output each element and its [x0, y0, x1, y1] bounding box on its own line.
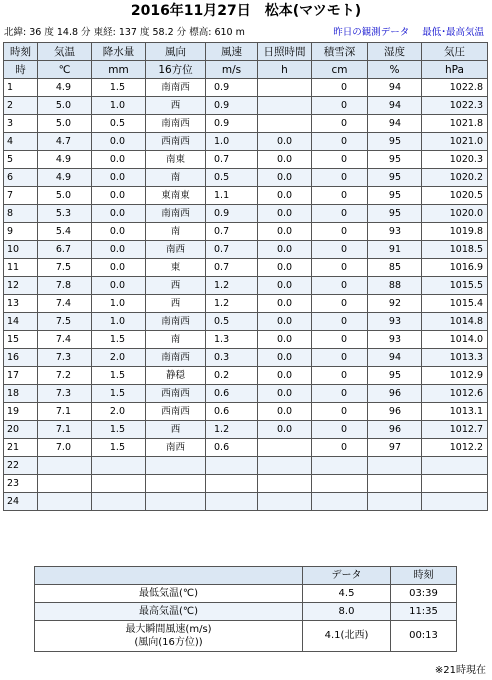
temperature-cell: [38, 493, 92, 511]
humidity-cell: 97: [368, 439, 422, 457]
snow-depth-cell: [312, 493, 368, 511]
header-links: [323, 26, 484, 40]
temperature-cell: 5.0: [38, 97, 92, 115]
table-row: [4, 367, 488, 385]
table-row: [4, 205, 488, 223]
wind-direction-cell: 南東: [146, 151, 206, 169]
snow-depth-cell: 0: [312, 313, 368, 331]
header-row: [4, 43, 488, 61]
unit-cell: 時: [4, 61, 38, 79]
pressure-cell: 1020.2: [422, 169, 488, 187]
humidity-cell: 85: [368, 259, 422, 277]
summary-label: 最低気温(℃): [35, 585, 303, 603]
snow-depth-cell: 0: [312, 205, 368, 223]
humidity-cell: 94: [368, 349, 422, 367]
snow-depth-cell: 0: [312, 439, 368, 457]
header-cell: 日照時間: [258, 43, 312, 61]
precipitation-cell: 0.0: [92, 259, 146, 277]
precipitation-cell: 1.5: [92, 421, 146, 439]
temperature-cell: 5.0: [38, 187, 92, 205]
table-row: [4, 385, 488, 403]
hour-cell: 4: [4, 133, 38, 151]
snow-depth-cell: 0: [312, 115, 368, 133]
snow-depth-cell: 0: [312, 169, 368, 187]
wind-direction-cell: 南南西: [146, 313, 206, 331]
temperature-cell: 7.5: [38, 259, 92, 277]
table-row: [4, 133, 488, 151]
summary-header-cell: 時刻: [391, 567, 457, 585]
pressure-cell: 1015.4: [422, 295, 488, 313]
sunshine-cell: 0.0: [258, 205, 312, 223]
precipitation-cell: 1.0: [92, 295, 146, 313]
humidity-cell: 94: [368, 79, 422, 97]
sunshine-cell: 0.0: [258, 241, 312, 259]
snow-depth-cell: 0: [312, 223, 368, 241]
temperature-cell: 7.1: [38, 403, 92, 421]
humidity-cell: 96: [368, 385, 422, 403]
hour-cell: 12: [4, 277, 38, 295]
footnote: ※21時現在: [434, 665, 486, 676]
humidity-cell: 93: [368, 331, 422, 349]
temperature-cell: 5.0: [38, 115, 92, 133]
humidity-cell: 96: [368, 421, 422, 439]
pressure-cell: 1015.5: [422, 277, 488, 295]
wind-speed-cell: 1.1: [206, 187, 258, 205]
temperature-cell: 5.4: [38, 223, 92, 241]
hour-cell: 22: [4, 457, 38, 475]
table-row: [4, 439, 488, 457]
temperature-cell: 4.9: [38, 169, 92, 187]
snow-depth-cell: 0: [312, 421, 368, 439]
precipitation-cell: 0.0: [92, 187, 146, 205]
unit-cell: 16方位: [146, 61, 206, 79]
summary-value: 4.1(北西): [303, 621, 391, 652]
unit-cell: mm: [92, 61, 146, 79]
table-row: [4, 151, 488, 169]
hour-cell: 13: [4, 295, 38, 313]
precipitation-cell: [92, 457, 146, 475]
sunshine-cell: 0.0: [258, 259, 312, 277]
temperature-cell: 4.9: [38, 79, 92, 97]
hour-cell: 11: [4, 259, 38, 277]
wind-speed-cell: 0.6: [206, 385, 258, 403]
wind-direction-cell: 東南東: [146, 187, 206, 205]
precipitation-cell: 0.0: [92, 169, 146, 187]
table-row: [4, 403, 488, 421]
pressure-cell: [422, 493, 488, 511]
temperature-cell: 7.1: [38, 421, 92, 439]
wind-direction-cell: 南南西: [146, 79, 206, 97]
temperature-cell: 7.4: [38, 295, 92, 313]
summary-header-cell: データ: [303, 567, 391, 585]
wind-speed-cell: 0.5: [206, 169, 258, 187]
wind-direction-cell: 南南西: [146, 205, 206, 223]
sunshine-cell: 0.0: [258, 187, 312, 205]
temperature-cell: 4.9: [38, 151, 92, 169]
pressure-cell: 1022.3: [422, 97, 488, 115]
sunshine-cell: 0.0: [258, 133, 312, 151]
wind-speed-cell: 1.0: [206, 133, 258, 151]
summary-header-row: [35, 567, 457, 585]
wind-speed-cell: [206, 493, 258, 511]
wind-speed-cell: 0.7: [206, 241, 258, 259]
wind-speed-cell: 0.7: [206, 259, 258, 277]
wind-direction-cell: 南西: [146, 241, 206, 259]
pressure-cell: 1021.8: [422, 115, 488, 133]
altitude-label: 標高:: [189, 27, 212, 38]
pressure-cell: 1020.3: [422, 151, 488, 169]
table-row: [4, 79, 488, 97]
table-row: [4, 259, 488, 277]
wind-speed-cell: 0.6: [206, 403, 258, 421]
snow-depth-cell: 0: [312, 133, 368, 151]
hour-cell: 16: [4, 349, 38, 367]
wind-speed-cell: 0.9: [206, 79, 258, 97]
wind-speed-cell: [206, 457, 258, 475]
wind-direction-cell: 西南西: [146, 403, 206, 421]
wind-direction-cell: 南南西: [146, 349, 206, 367]
latitude-label: 北緯:: [4, 27, 27, 38]
temperature-cell: 4.7: [38, 133, 92, 151]
table-row: [4, 493, 488, 511]
summary-row-max-temp: [35, 603, 457, 621]
table-row: [4, 187, 488, 205]
precipitation-cell: 1.0: [92, 313, 146, 331]
snow-depth-cell: 0: [312, 367, 368, 385]
sunshine-cell: 0.0: [258, 349, 312, 367]
altitude-value: 610 m: [214, 27, 245, 38]
sunshine-cell: 0.0: [258, 151, 312, 169]
unit-cell: cm: [312, 61, 368, 79]
humidity-cell: 88: [368, 277, 422, 295]
table-row: [4, 97, 488, 115]
wind-speed-cell: 0.6: [206, 439, 258, 457]
pressure-cell: [422, 475, 488, 493]
prev-day-data-link[interactable]: 昨日の観測データ: [333, 27, 410, 38]
humidity-cell: [368, 493, 422, 511]
wind-direction-cell: 静穏: [146, 367, 206, 385]
humidity-cell: 92: [368, 295, 422, 313]
snow-depth-cell: 0: [312, 97, 368, 115]
unit-row: [4, 61, 488, 79]
unit-cell: h: [258, 61, 312, 79]
header-cell: 積雪深: [312, 43, 368, 61]
wind-speed-cell: 1.2: [206, 295, 258, 313]
header-cell: 風速: [206, 43, 258, 61]
wind-speed-cell: 0.2: [206, 367, 258, 385]
longitude-value: 137 度 58.2 分: [118, 27, 187, 38]
snow-depth-cell: [312, 475, 368, 493]
hour-cell: 1: [4, 79, 38, 97]
summary-row-min-temp: [35, 585, 457, 603]
hour-cell: 3: [4, 115, 38, 133]
humidity-cell: 94: [368, 97, 422, 115]
wind-direction-cell: [146, 457, 206, 475]
hourly-observation-table: [3, 42, 488, 511]
hour-cell: 7: [4, 187, 38, 205]
pressure-cell: 1019.8: [422, 223, 488, 241]
temperature-cell: 5.3: [38, 205, 92, 223]
humidity-cell: 94: [368, 115, 422, 133]
precipitation-cell: 0.0: [92, 205, 146, 223]
observation-rows: [4, 79, 488, 511]
snow-depth-cell: 0: [312, 241, 368, 259]
sunshine-cell: 0.0: [258, 421, 312, 439]
wind-direction-cell: 西: [146, 277, 206, 295]
station-info: [4, 26, 488, 40]
summary-label: [35, 621, 303, 652]
precipitation-cell: 1.5: [92, 331, 146, 349]
table-row: [4, 313, 488, 331]
min-max-temperature-link[interactable]: 最低･最高気温: [422, 27, 484, 38]
sunshine-cell: 0.0: [258, 331, 312, 349]
hour-cell: 19: [4, 403, 38, 421]
wind-speed-cell: 1.2: [206, 421, 258, 439]
pressure-cell: 1018.5: [422, 241, 488, 259]
temperature-cell: 7.5: [38, 313, 92, 331]
precipitation-cell: [92, 475, 146, 493]
sunshine-cell: [258, 493, 312, 511]
unit-cell: m/s: [206, 61, 258, 79]
hour-cell: 24: [4, 493, 38, 511]
wind-speed-cell: 0.5: [206, 313, 258, 331]
pressure-cell: 1013.3: [422, 349, 488, 367]
hour-cell: 10: [4, 241, 38, 259]
header-cell: 降水量: [92, 43, 146, 61]
humidity-cell: 95: [368, 205, 422, 223]
pressure-cell: 1014.0: [422, 331, 488, 349]
snow-depth-cell: 0: [312, 187, 368, 205]
summary-time: 03:39: [391, 585, 457, 603]
sunshine-cell: [258, 97, 312, 115]
sunshine-cell: [258, 439, 312, 457]
sunshine-cell: 0.0: [258, 367, 312, 385]
snow-depth-cell: 0: [312, 259, 368, 277]
hour-cell: 15: [4, 331, 38, 349]
pressure-cell: 1021.0: [422, 133, 488, 151]
sunshine-cell: 0.0: [258, 169, 312, 187]
precipitation-cell: 1.5: [92, 367, 146, 385]
table-row: [4, 115, 488, 133]
wind-speed-cell: 0.7: [206, 151, 258, 169]
wind-speed-cell: 0.7: [206, 223, 258, 241]
wind-direction-cell: 東: [146, 259, 206, 277]
temperature-cell: 7.4: [38, 331, 92, 349]
table-row: [4, 331, 488, 349]
wind-direction-cell: 西: [146, 421, 206, 439]
humidity-cell: [368, 475, 422, 493]
hour-cell: 5: [4, 151, 38, 169]
wind-direction-cell: 西南西: [146, 133, 206, 151]
snow-depth-cell: 0: [312, 331, 368, 349]
summary-header-cell: [35, 567, 303, 585]
humidity-cell: 93: [368, 223, 422, 241]
precipitation-cell: 1.5: [92, 385, 146, 403]
header-cell: 気温: [38, 43, 92, 61]
wind-direction-cell: 西南西: [146, 385, 206, 403]
wind-direction-cell: 西: [146, 97, 206, 115]
pressure-cell: 1012.6: [422, 385, 488, 403]
precipitation-cell: 2.0: [92, 403, 146, 421]
pressure-cell: 1012.2: [422, 439, 488, 457]
snow-depth-cell: 0: [312, 151, 368, 169]
humidity-cell: 95: [368, 133, 422, 151]
latitude-value: 36 度 14.8 分: [29, 27, 91, 38]
pressure-cell: 1020.5: [422, 187, 488, 205]
temperature-cell: 7.8: [38, 277, 92, 295]
sunshine-cell: 0.0: [258, 313, 312, 331]
humidity-cell: [368, 457, 422, 475]
table-row: [4, 277, 488, 295]
wind-speed-cell: [206, 475, 258, 493]
summary-row-max-gust: [35, 621, 457, 652]
precipitation-cell: 0.0: [92, 277, 146, 295]
wind-speed-cell: 0.9: [206, 205, 258, 223]
precipitation-cell: 0.0: [92, 133, 146, 151]
hour-cell: 17: [4, 367, 38, 385]
table-row: [4, 421, 488, 439]
wind-direction-cell: 南南西: [146, 115, 206, 133]
humidity-cell: 91: [368, 241, 422, 259]
table-row: [4, 295, 488, 313]
snow-depth-cell: 0: [312, 385, 368, 403]
pressure-cell: 1020.0: [422, 205, 488, 223]
temperature-cell: 7.3: [38, 349, 92, 367]
precipitation-cell: 1.0: [92, 97, 146, 115]
summary-label-line: (風向(16方位)): [134, 637, 203, 648]
snow-depth-cell: [312, 457, 368, 475]
precipitation-cell: 0.0: [92, 241, 146, 259]
table-row: [4, 223, 488, 241]
daily-summary-table: [34, 566, 457, 652]
snow-depth-cell: 0: [312, 79, 368, 97]
humidity-cell: 95: [368, 169, 422, 187]
wind-direction-cell: 南: [146, 169, 206, 187]
humidity-cell: 96: [368, 403, 422, 421]
humidity-cell: 93: [368, 313, 422, 331]
wind-speed-cell: 1.3: [206, 331, 258, 349]
hour-cell: 2: [4, 97, 38, 115]
summary-time: 11:35: [391, 603, 457, 621]
summary-value: 8.0: [303, 603, 391, 621]
temperature-cell: 7.2: [38, 367, 92, 385]
snow-depth-cell: 0: [312, 349, 368, 367]
temperature-cell: 7.0: [38, 439, 92, 457]
sunshine-cell: [258, 475, 312, 493]
temperature-cell: 6.7: [38, 241, 92, 259]
longitude-label: 東経:: [93, 27, 116, 38]
precipitation-cell: 1.5: [92, 439, 146, 457]
summary-value: 4.5: [303, 585, 391, 603]
sunshine-cell: 0.0: [258, 403, 312, 421]
table-row: [4, 241, 488, 259]
wind-speed-cell: 0.9: [206, 115, 258, 133]
precipitation-cell: 1.5: [92, 79, 146, 97]
sunshine-cell: 0.0: [258, 277, 312, 295]
precipitation-cell: 0.0: [92, 223, 146, 241]
precipitation-cell: 0.0: [92, 151, 146, 169]
table-row: [4, 457, 488, 475]
unit-cell: ℃: [38, 61, 92, 79]
table-row: [4, 349, 488, 367]
snow-depth-cell: 0: [312, 277, 368, 295]
hour-cell: 8: [4, 205, 38, 223]
humidity-cell: 95: [368, 367, 422, 385]
hour-cell: 18: [4, 385, 38, 403]
header-cell: 風向: [146, 43, 206, 61]
table-row: [4, 169, 488, 187]
page-title: 2016年11月27日 松本(マツモト): [130, 3, 362, 19]
temperature-cell: [38, 457, 92, 475]
humidity-cell: 95: [368, 151, 422, 169]
wind-direction-cell: [146, 475, 206, 493]
humidity-cell: 95: [368, 187, 422, 205]
precipitation-cell: 0.5: [92, 115, 146, 133]
sunshine-cell: 0.0: [258, 223, 312, 241]
hour-cell: 6: [4, 169, 38, 187]
pressure-cell: 1022.8: [422, 79, 488, 97]
pressure-cell: 1012.9: [422, 367, 488, 385]
unit-cell: %: [368, 61, 422, 79]
wind-direction-cell: [146, 493, 206, 511]
header-cell: 湿度: [368, 43, 422, 61]
pressure-cell: 1012.7: [422, 421, 488, 439]
snow-depth-cell: 0: [312, 295, 368, 313]
header-cell: 時刻: [4, 43, 38, 61]
table-row: [4, 475, 488, 493]
pressure-cell: 1013.1: [422, 403, 488, 421]
pressure-cell: 1016.9: [422, 259, 488, 277]
temperature-cell: 7.3: [38, 385, 92, 403]
hour-cell: 21: [4, 439, 38, 457]
sunshine-cell: [258, 115, 312, 133]
pressure-cell: [422, 457, 488, 475]
sunshine-cell: [258, 79, 312, 97]
snow-depth-cell: 0: [312, 403, 368, 421]
wind-direction-cell: 南: [146, 223, 206, 241]
header-cell: 気圧: [422, 43, 488, 61]
wind-direction-cell: 南: [146, 331, 206, 349]
pressure-cell: 1014.8: [422, 313, 488, 331]
precipitation-cell: 2.0: [92, 349, 146, 367]
sunshine-cell: [258, 457, 312, 475]
wind-speed-cell: 0.9: [206, 97, 258, 115]
summary-label: 最高気温(℃): [35, 603, 303, 621]
summary-label-line: 最大瞬間風速(m/s): [125, 624, 212, 635]
temperature-cell: [38, 475, 92, 493]
wind-speed-cell: 0.3: [206, 349, 258, 367]
wind-direction-cell: 南西: [146, 439, 206, 457]
precipitation-cell: [92, 493, 146, 511]
sunshine-cell: 0.0: [258, 295, 312, 313]
summary-time: 00:13: [391, 621, 457, 652]
wind-direction-cell: 西: [146, 295, 206, 313]
hour-cell: 14: [4, 313, 38, 331]
wind-speed-cell: 1.2: [206, 277, 258, 295]
hour-cell: 23: [4, 475, 38, 493]
sunshine-cell: 0.0: [258, 385, 312, 403]
unit-cell: hPa: [422, 61, 488, 79]
hour-cell: 9: [4, 223, 38, 241]
hour-cell: 20: [4, 421, 38, 439]
